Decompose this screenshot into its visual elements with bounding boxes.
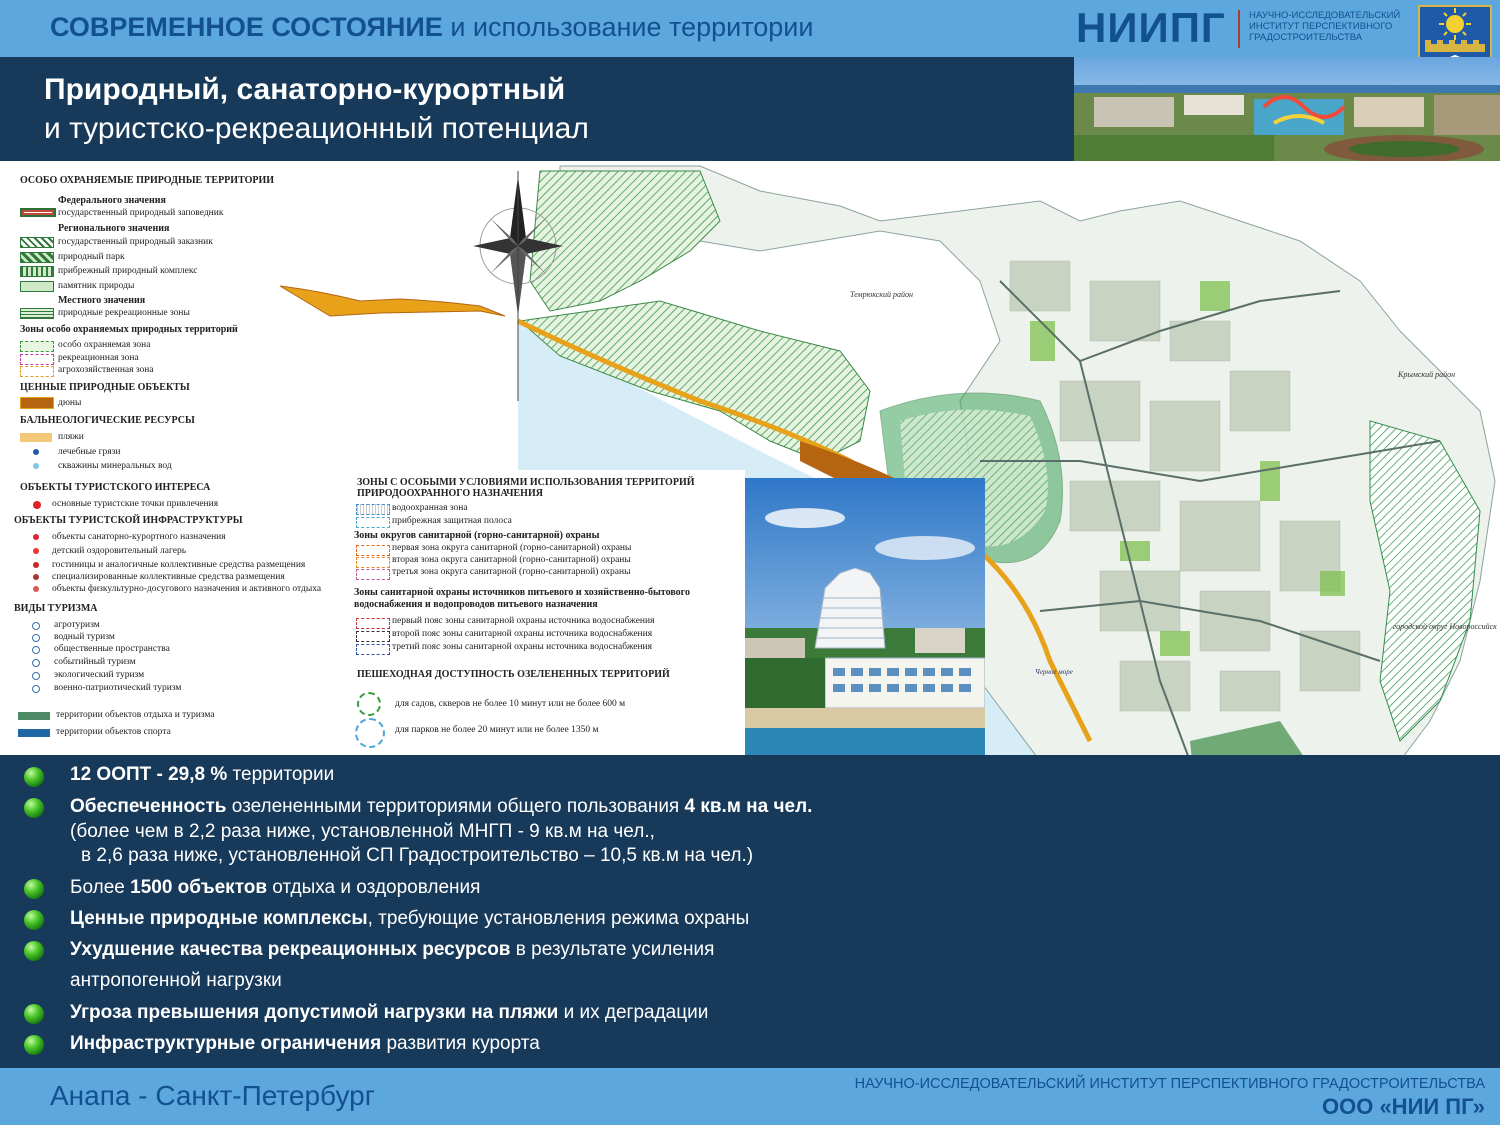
- legend2-item: вторая зона округа санитарной (горно-санитарной) охраны: [392, 555, 631, 565]
- section-title-rest: и использование территории: [450, 12, 814, 42]
- finding-text: озелененными территориями общего пользования: [226, 796, 685, 817]
- bullet-icon: [24, 879, 44, 899]
- swatch-water-protection: [356, 504, 390, 515]
- swatch-natural-monument: [20, 281, 54, 292]
- legend2-item: для садов, скверов не более 10 минут или не более 600 м: [395, 699, 626, 709]
- legend2-water-title-2: водоснабжения и водопроводов питьевого назначения: [354, 599, 598, 610]
- legend-item: водный туризм: [54, 632, 115, 642]
- swatch-sanitary-2: [356, 557, 390, 568]
- legend2-title-1: ЗОНЫ С ОСОБЫМИ УСЛОВИЯМИ ИСПОЛЬЗОВАНИЯ ТЕРРИТОРИЙ: [357, 477, 695, 488]
- legend2-item: третья зона округа санитарной (горно-санитарной) охраны: [392, 567, 631, 577]
- children-camp-icon: [33, 548, 39, 554]
- swatch-recreation-area: [18, 712, 50, 720]
- logo-subtitle: [1249, 10, 1409, 43]
- finding-bold: Обеспеченность: [70, 796, 227, 817]
- finding-text: территории: [227, 764, 335, 785]
- legend-item: рекреационная зона: [58, 353, 139, 363]
- finding-text: развития курорта: [381, 1033, 540, 1054]
- legend-item: прибрежный природный комплекс: [58, 266, 198, 276]
- legend-item: экологический туризм: [54, 670, 145, 680]
- swatch-coastal-strip: [356, 517, 390, 528]
- footer-organization: ООО «НИИ ПГ»: [1322, 1094, 1485, 1119]
- legend-balneo-title: БАЛЬНЕОЛОГИЧЕСКИЕ РЕСУРСЫ: [20, 415, 195, 426]
- legend2-item: первая зона округа санитарной (горно-санитарной) охраны: [392, 543, 632, 553]
- legend-item: пляжи: [58, 432, 84, 442]
- finding-bold: 1500 объектов: [130, 877, 268, 898]
- legend2-item: третий пояс зоны санитарной охраны источника водоснабжения: [392, 642, 653, 652]
- bullet-icon: [24, 910, 44, 930]
- legend-item: памятник природы: [58, 281, 135, 291]
- map-legend-zones: [340, 470, 745, 754]
- map-label-sea: Черное море: [1035, 668, 1073, 676]
- mud-icon: [33, 449, 39, 455]
- legend-item: особо охраняемая зона: [58, 340, 151, 350]
- swatch-sport-area: [18, 729, 50, 737]
- legend-tourist-title: ОБЪЕКТЫ ТУРИСТСКОГО ИНТЕРЕСА: [20, 482, 211, 493]
- bullet-icon: [24, 1004, 44, 1024]
- legend-item: государственный природный заповедник: [58, 208, 224, 218]
- logo-niipg: НИИПГ: [1076, 4, 1226, 51]
- legend-item: гостиницы и аналогичные коллективные средства размещения: [52, 560, 306, 570]
- swatch-zakaznik: [20, 237, 54, 248]
- bullet-icon: [24, 798, 44, 818]
- finding-text: , требующие установления режима охраны: [367, 908, 750, 929]
- agro-tourism-icon: [32, 622, 40, 630]
- sport-leisure-icon: [33, 586, 39, 592]
- legend-item: основные туристские точки привлечения: [52, 499, 219, 509]
- map-label-krymsk: Крымский район: [1398, 370, 1456, 379]
- map-label-temryuk: Темрюкский район: [850, 290, 913, 299]
- slide-title-line-1: Природный, санаторно-курортный: [44, 73, 566, 106]
- finding-text: Более: [70, 877, 131, 898]
- finding-complexes: [70, 908, 749, 930]
- legend2-item: для парков не более 20 минут или не более 1350 м: [395, 725, 599, 735]
- sanatorium-icon: [33, 534, 39, 540]
- swatch-sanitary-3: [356, 569, 390, 580]
- slide-title-line-2: и туристско-рекреационный потенциал: [44, 112, 589, 145]
- legend2-walk-title: ПЕШЕХОДНАЯ ДОСТУПНОСТЬ ОЗЕЛЕНЕННЫХ ТЕРРИТОРИЙ: [357, 669, 670, 680]
- water-tourism-icon: [32, 634, 40, 642]
- legend-item: лечебные грязи: [58, 447, 121, 457]
- legend-title: ОСОБО ОХРАНЯЕМЫЕ ПРИРОДНЫЕ ТЕРРИТОРИИ: [20, 175, 275, 186]
- swatch-sanitary-1: [356, 545, 390, 556]
- bullet-icon: [24, 1035, 44, 1055]
- finding-degradation: [70, 939, 714, 961]
- legend2-water-title-1: Зоны санитарной охраны источников питьевого и хозяйственно-бытового: [354, 587, 690, 598]
- garden-radius-icon: [357, 692, 381, 716]
- swatch-coastal-complex: [20, 266, 54, 277]
- legend-item: территории объектов отдыха и туризма: [56, 710, 215, 720]
- legend2-item: второй пояс зоны санитарной охраны источника водоснабжения: [392, 629, 653, 639]
- park-radius-icon: [355, 718, 385, 748]
- finding-bold: 12 ООПТ - 29,8 %: [70, 764, 228, 785]
- legend-item: скважины минеральных вод: [58, 461, 172, 471]
- legend-item: природный парк: [58, 252, 125, 262]
- finding-green-supply: [70, 796, 812, 818]
- finding-oopt: [70, 764, 334, 786]
- logo-sub-line: ГРАДОСТРОИТЕЛЬСТВА: [1249, 32, 1363, 43]
- public-space-icon: [32, 646, 40, 654]
- legend-infra-title: ОБЪЕКТЫ ТУРИСТСКОЙ ИНФРАСТРУКТУРЫ: [14, 515, 243, 526]
- finding-text: и их деградации: [558, 1002, 709, 1023]
- legend-item: специализированные коллективные средства размещения: [52, 572, 285, 582]
- finding-objects: [70, 877, 480, 899]
- finding-text: в результате усиления: [510, 939, 715, 960]
- swatch-dunes: [20, 397, 54, 409]
- finding-bold: Ухудшение качества рекреационных ресурсов: [70, 939, 511, 960]
- swatch-reserve: [20, 208, 56, 217]
- finding-text: отдыха и оздоровления: [267, 877, 481, 898]
- legend2-sanitary-title: Зоны округов санитарной (горно-санитарной) охраны: [354, 530, 600, 541]
- hotel-icon: [33, 562, 39, 568]
- resort-photo-top: [1074, 57, 1500, 161]
- swatch-zone-recreation: [20, 354, 54, 365]
- finding-green-note-2: в 2,6 раза ниже, установленной СП Градостроительство – 10,5 кв.м на чел.): [81, 845, 754, 866]
- finding-bold: Инфраструктурные ограничения: [70, 1033, 382, 1054]
- legend-local: Местного значения: [58, 295, 146, 306]
- attraction-icon: [33, 501, 41, 509]
- event-tourism-icon: [32, 659, 40, 667]
- legend-valuable-title: ЦЕННЫЕ ПРИРОДНЫЕ ОБЪЕКТЫ: [20, 382, 190, 393]
- legend-zones-title: Зоны особо охраняемых природных территорий: [20, 324, 238, 335]
- legend-item: агротуризм: [54, 620, 100, 630]
- finding-beach-load: [70, 1002, 708, 1024]
- finding-degradation-cont: антропогенной нагрузки: [70, 970, 282, 991]
- finding-infrastructure: [70, 1033, 540, 1055]
- swatch-water-belt-2: [356, 631, 390, 642]
- legend-item: дюны: [58, 398, 82, 408]
- logo-separator: [1238, 10, 1240, 48]
- legend-item: агрохозяйственная зона: [58, 365, 154, 375]
- legend2-item: водоохранная зона: [392, 503, 468, 513]
- swatch-zone-protected: [20, 341, 54, 352]
- legend-item: объекты санаторно-курортного назначения: [52, 532, 226, 542]
- swatch-water-belt-3: [356, 644, 390, 655]
- finding-bold: Угроза превышения допустимой нагрузки на пляжи: [70, 1002, 559, 1023]
- swatch-beaches: [20, 433, 52, 442]
- finding-bold: 4 кв.м на чел.: [684, 796, 813, 817]
- section-title: [50, 12, 813, 43]
- legend2-item: прибрежная защитная полоса: [392, 516, 512, 526]
- legend-regional: Регионального значения: [58, 223, 170, 234]
- finding-green-note-1: (более чем в 2,2 раза ниже, установленной МНГП - 9 кв.м на чел.,: [70, 821, 655, 842]
- footer-institute: НАУЧНО-ИССЛЕДОВАТЕЛЬСКИЙ ИНСТИТУТ ПЕРСПЕКТИВНОГО ГРАДОСТРОИТЕЛЬСТВА: [854, 1076, 1485, 1092]
- swatch-nature-park: [20, 252, 54, 263]
- swatch-water-belt-1: [356, 618, 390, 629]
- special-lodging-icon: [33, 574, 39, 580]
- logo-sub-line: НАУЧНО-ИССЛЕДОВАТЕЛЬСКИЙ: [1249, 10, 1401, 21]
- legend-item: военно-патриотический туризм: [54, 683, 182, 693]
- resort-photo-hotel: [745, 478, 985, 755]
- bullet-icon: [24, 767, 44, 787]
- military-tourism-icon: [32, 685, 40, 693]
- map-label-novorossiysk: городской округ Новороссийск: [1393, 622, 1497, 631]
- swatch-recreation: [20, 308, 54, 319]
- legend-item: событийный туризм: [54, 657, 136, 667]
- legend-types-title: ВИДЫ ТУРИЗМА: [14, 603, 98, 614]
- legend-federal: Федерального значения: [58, 195, 166, 206]
- swatch-zone-agro: [20, 366, 54, 377]
- legend-item: государственный природный заказник: [58, 237, 213, 247]
- finding-bold: Ценные природные комплексы: [70, 908, 368, 929]
- legend-item: природные рекреационные зоны: [58, 308, 190, 318]
- footer-city: Анапа - Санкт-Петербург: [50, 1080, 375, 1111]
- legend-item: объекты физкультурно-досугового назначения и активного отдыха: [52, 584, 322, 594]
- eco-tourism-icon: [32, 672, 40, 680]
- legend-item: территории объектов спорта: [56, 727, 171, 737]
- logo-sub-line: ИНСТИТУТ ПЕРСПЕКТИВНОГО: [1249, 21, 1393, 32]
- legend2-title-2: ПРИРОДООХРАННОГО НАЗНАЧЕНИЯ: [357, 488, 543, 499]
- legend2-item: первый пояс зоны санитарной охраны источника водоснабжения: [392, 616, 655, 626]
- section-title-bold: СОВРЕМЕННОЕ СОСТОЯНИЕ: [50, 12, 443, 42]
- legend-item: общественные пространства: [54, 644, 170, 654]
- legend-item: детский оздоровительный лагерь: [52, 546, 187, 556]
- mineral-water-icon: [33, 463, 39, 469]
- bullet-icon: [24, 941, 44, 961]
